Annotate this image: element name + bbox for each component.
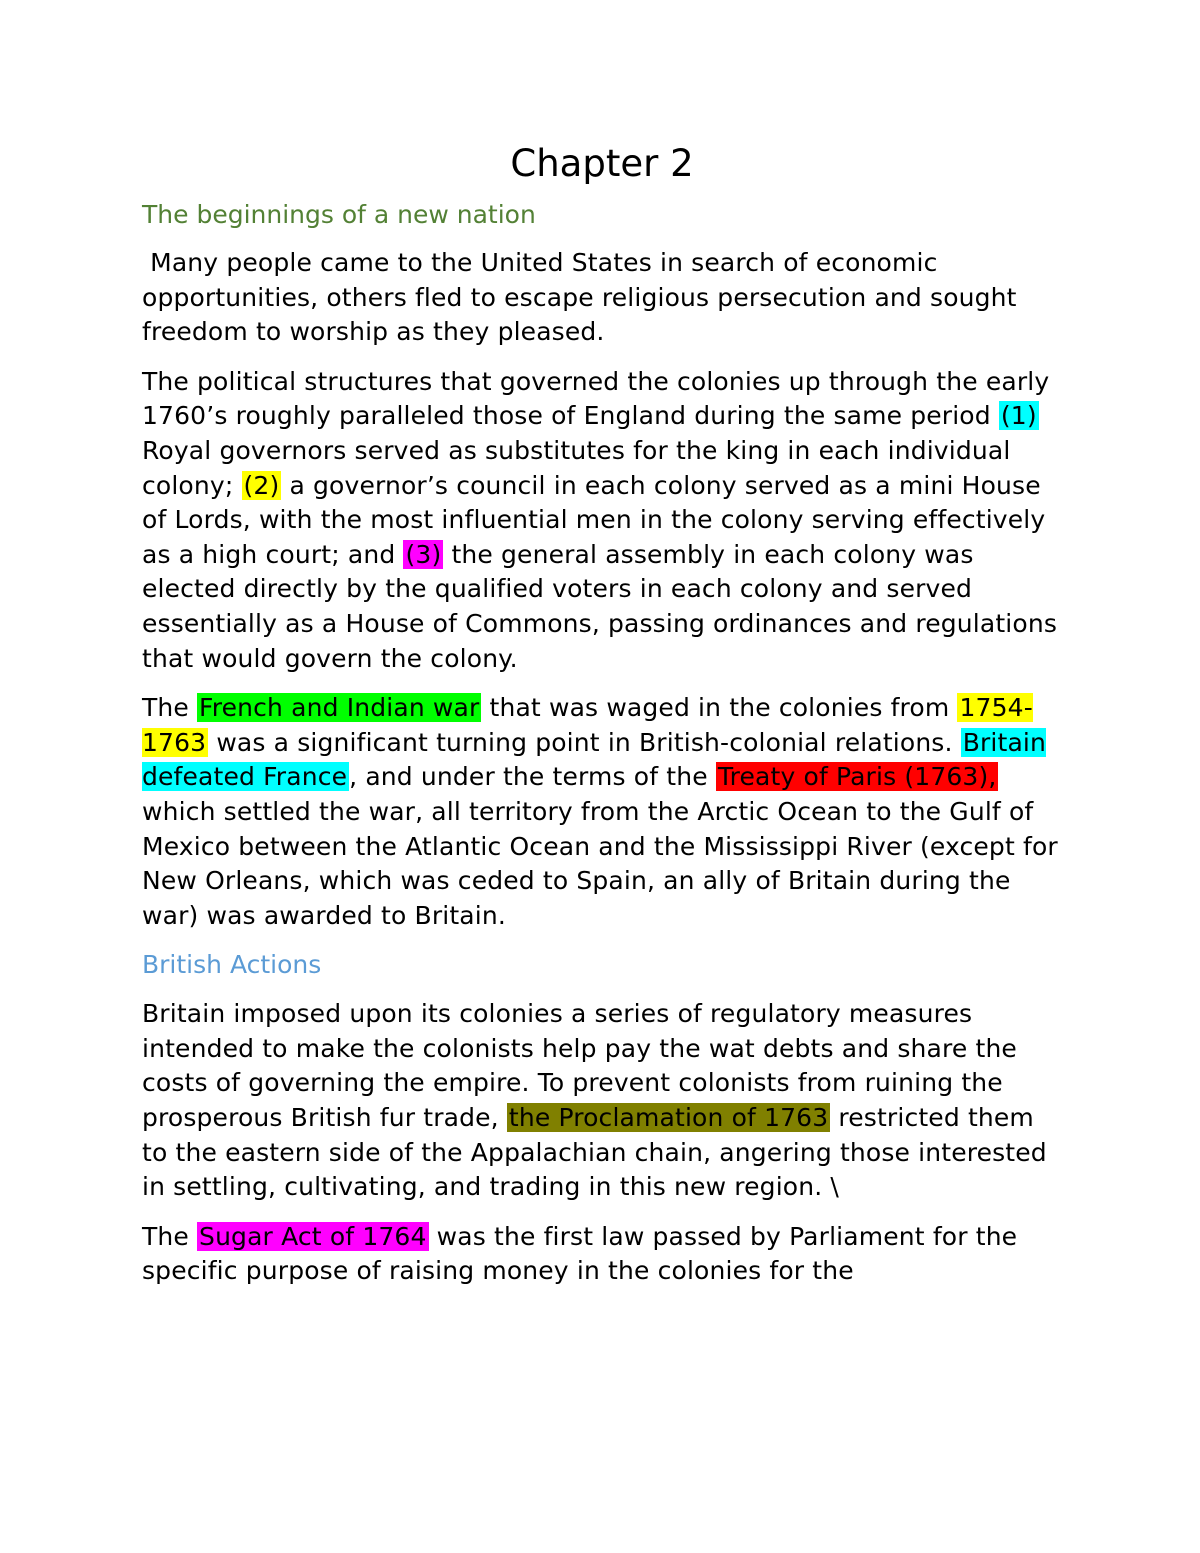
text-run: , and under the terms of the: [349, 762, 716, 792]
document-page: [142, 140, 1062, 1304]
text-run: was a significant turning point in British-colonial relations.: [208, 727, 961, 757]
text-run: the general assembly in each colony was elected directly by the qualified voters in each colony and served essentially as a House of Commons, passing ordinances and regulations that would govern the colony.: [142, 539, 1058, 673]
highlight-french-indian-war: French and Indian war: [199, 693, 480, 723]
text-run: The: [142, 1221, 198, 1251]
page-title: Chapter 2: [510, 142, 694, 185]
paragraph-regulatory-measures: [142, 997, 1062, 1205]
text-run: The political structures that governed the colonies up through the early 1760’s roughly paralleled those of England during the same period: [142, 366, 1050, 431]
text-run: The: [142, 693, 198, 723]
text-run: a governor’s council in each colony served as a mini House of Lords, with the most influential men in the colony serving effectively as a high court; and: [142, 470, 1046, 569]
text-run: Royal governors served as substitutes for the king in each individual colony;: [142, 435, 1011, 500]
highlight-treaty-of-paris: Treaty of Paris (1763),: [717, 762, 997, 792]
paragraph-immigration: Many people came to the United States in search of economic opportunities, others fled to escape religious persecution and sought freedom to worship as they pleased.: [142, 248, 1025, 347]
highlight-marker-2: (2): [243, 470, 280, 500]
text-run: was the first law passed by Parliament for the specific purpose of raising money in the colonies for the: [142, 1221, 1018, 1286]
paragraph-sugar-act: [142, 1220, 1062, 1289]
highlight-war-years: 1754-1763: [142, 693, 1033, 757]
text-run: Britain imposed upon its colonies a series of regulatory measures intended to make the colonists help pay the wat debts and share the costs of governing the empire. To prevent colonists from ruining the prosperous British fur trade,: [142, 999, 1017, 1133]
paragraph-political-structures: [142, 365, 1062, 676]
highlight-sugar-act: Sugar Act of 1764: [199, 1221, 427, 1251]
highlight-marker-3: (3): [405, 539, 442, 569]
paragraph-french-indian-war: [142, 691, 1062, 933]
text-run: that was waged in the colonies from: [481, 693, 958, 723]
highlight-proclamation-1763: the Proclamation of 1763: [508, 1103, 829, 1133]
section-heading-british-actions: British Actions: [142, 950, 322, 980]
text-run: restricted them to the eastern side of the Appalachian chain, angering those interested in settling, cultivating, and trading in this new region. \: [142, 1103, 1047, 1202]
text-run: which settled the war, all territory from the Arctic Ocean to the Gulf of Mexico between the Atlantic Ocean and the Mississippi River (except for New Orleans, which was ceded to Spain, an ally of Britain during the war) was awarded to Britain.: [142, 796, 1058, 930]
section-heading-beginnings: The beginnings of a new nation: [142, 200, 536, 229]
highlight-britain-defeated-france: Britain defeated France: [142, 727, 1047, 792]
highlight-marker-1: (1): [1000, 401, 1037, 431]
